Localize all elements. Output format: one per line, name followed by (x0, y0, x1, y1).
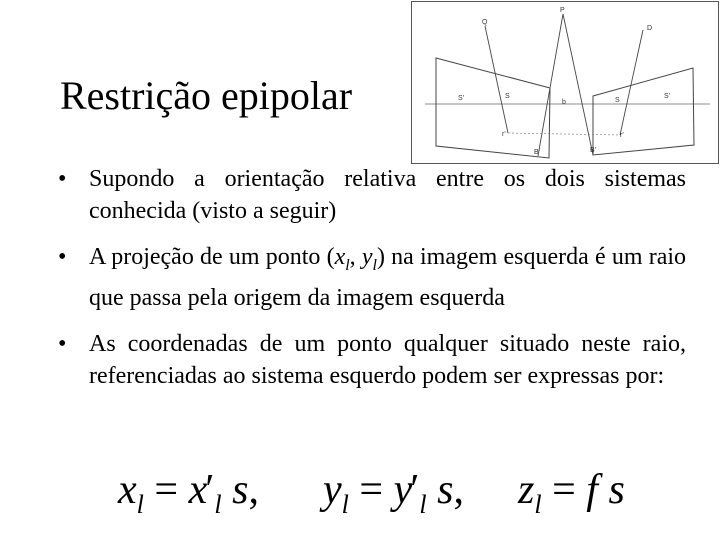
label-right-image-point: S' (664, 93, 671, 100)
bullet-text: As coordenadas de um ponto qualquer situado neste raio, referenciadas ao sistema esquerdo podem ser expressas por: (89, 330, 686, 389)
bullet-text: ) na imagem esquerda é um raio que passa pela origem da imagem esquerda (89, 244, 687, 311)
label-right-ray-point: r' (620, 132, 624, 139)
label-right-bottom: B' (590, 147, 597, 154)
equation-z: $z_l = f$ s (518, 467, 625, 519)
label-right-center: S (615, 97, 620, 104)
epipolar-diagram (410, 0, 720, 165)
bullet-item (58, 163, 686, 227)
eq-y-lhs-var: y (323, 467, 342, 513)
bullet-text: Supondo a orientação relativa entre os dois sistemas conhecida (visto a seguir) (89, 166, 686, 224)
equation-y: $y_l = y'_l$ s, (323, 467, 465, 519)
eq-z-lhs-sub: l (534, 490, 542, 519)
bullet-item (58, 328, 686, 392)
label-left-center: S (505, 93, 510, 100)
eq-y-rhs-sub: l (419, 490, 427, 519)
bullet-dot: • (58, 166, 67, 192)
bullet-text: l (345, 256, 350, 274)
label-baseline: b (562, 99, 566, 106)
bullet-dot: • (58, 330, 67, 357)
eq-y-lhs-sub: l (341, 490, 349, 519)
epipolar-diagram-svg (410, 0, 720, 165)
eq-y-factor: s (437, 467, 454, 513)
eq-x-lhs-sub: l (136, 490, 144, 519)
label-top-point: P (560, 7, 565, 14)
eq-z-lhs-var: z (518, 467, 535, 513)
diagram-frame (412, 2, 719, 164)
label-left-point: Q (482, 19, 488, 26)
eq-x-sep: , (248, 467, 260, 513)
bullet-list (58, 163, 686, 406)
eq-z-factor: s (608, 467, 625, 513)
bullet-item (58, 241, 686, 314)
eq-x-rhs-sub: l (214, 490, 222, 519)
bullet-text: , (349, 244, 362, 270)
equations (118, 462, 678, 522)
eq-x-lhs-var: x (118, 467, 137, 513)
label-left-bottom: B' (534, 149, 541, 156)
eq-y-sep: , (453, 467, 465, 513)
label-right-point: D (647, 25, 653, 32)
label-left-image-point: S' (458, 95, 465, 102)
eq-x-factor: s (232, 467, 249, 513)
bullet-text: y (361, 244, 373, 270)
bullet-dot: • (58, 244, 67, 270)
bullet-text: x (334, 244, 346, 270)
eq-z-rhs-var: f (586, 467, 598, 513)
eq-x-rhs-var: x (188, 467, 208, 513)
eq-y-prime: ′ (410, 467, 420, 513)
bullet-text: A projeção de um ponto ( (89, 244, 335, 270)
slide-title: Restrição epipolar (60, 73, 353, 118)
bullet-text: l (372, 256, 377, 274)
eq-y-rhs-var: y (393, 467, 413, 513)
label-left-ray-point: r' (502, 131, 506, 138)
eq-x-prime: ′ (205, 467, 215, 513)
equation-x: $x_l = x'_l$ s, (118, 467, 260, 519)
